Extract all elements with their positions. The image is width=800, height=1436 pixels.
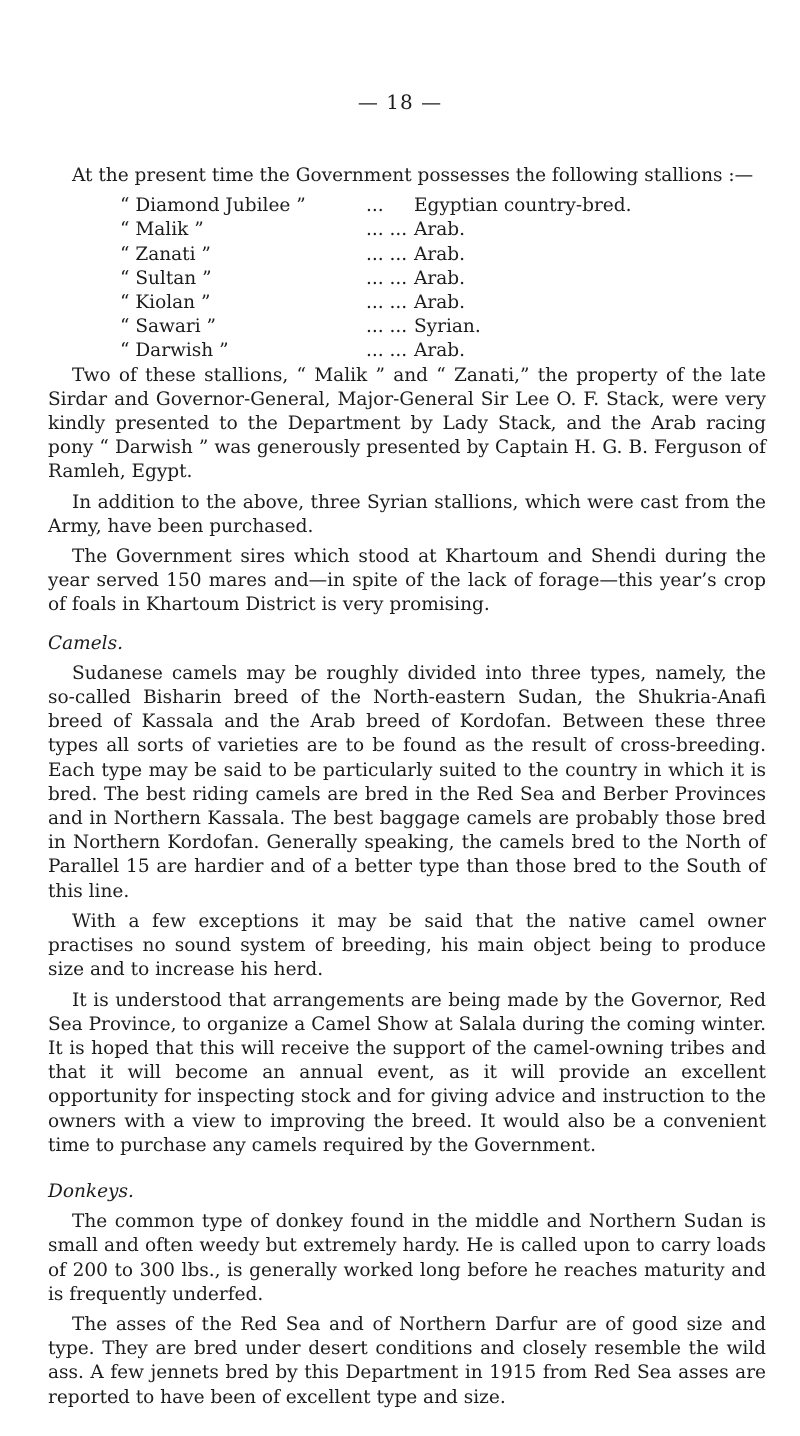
stallion-row: “ Kiolan ” ... ... Arab. [120, 292, 465, 314]
donkey-asses-paragraph: The asses of the Red Sea and of Northern Darfur are of good size and type. They are bred under desert conditions and closely resemble the wild ass. A few jennets bred by this Department in 1915 from Red Sea asses are reported to have been of excellent type and size. [48, 1313, 766, 1408]
stallion-row: “ Sawari ” ... ... Syrian. [120, 316, 481, 338]
stallion-row: “ Darwish ” ... ... Arab. [120, 340, 465, 362]
government-sires-paragraph: The Government sires which stood at Khartoum and Shendi during the year served 150 mares and—in spite of the lack of forage—this year’s crop of foals in Khartoum District is very promising. [48, 546, 766, 616]
stallion-row: “ Malik ” ... ... Arab. [120, 219, 465, 241]
section-heading-donkeys: Donkeys. [48, 1180, 134, 1202]
section-heading-camels: Camels. [48, 632, 123, 654]
intro-paragraph: At the present time the Government possesses the following stallions :— [72, 165, 754, 186]
page-number: — 18 — [357, 90, 443, 114]
stallion-row: “ Zanati ” ... ... Arab. [120, 243, 465, 265]
camel-show-paragraph: It is understood that arrangements are being made by the Governor, Red Sea Province, to organize a Camel Show at Salala during the coming winter. It is hoped that this will receive the support of the camel-owning tribes and that it will become an annual event, as it will provide an excellent opportunity for inspecting stock and for giving advice and instruction to the owners with a view to improving the breed. It would also be a convenient time to purchase any camels required by the Government. [48, 989, 766, 1156]
page-content [48, 164, 766, 1410]
camel-breeding-paragraph: With a few exceptions it may be said that the native camel owner practises no sound system of breeding, his main object being to produce size and to increase his herd. [48, 910, 766, 981]
stallions-gift-paragraph: Two of these stallions, “ Malik ” and “ Zanati,” the property of the late Sirdar and Governor-General, Major-General Sir Lee O. F. Stack, were very kindly presented to the Department by Lady Stack, and the Arab racing pony “ Darwish ” was generously presented by Captain H. G. B. Ferguson of Ramleh, Egypt. [48, 364, 766, 483]
syrian-stallions-paragraph: In addition to the above, three Syrian stallions, which were cast from the Army, have been purchased. [48, 491, 766, 537]
stallion-row: “ Sultan ” ... ... Arab. [120, 267, 465, 289]
camel-types-paragraph: Sudanese camels may be roughly divided into three types, namely, the so-called Bisharin breed of the North-eastern Sudan, the Shukria-Anafi breed of Kassala and the Arab breed of Kordofan. Between these three types all sorts of varieties are to be found as the result of cross-breeding. Each type may be said to be particularly suited to the country in which it is bred. The best riding camels are bred in the Red Sea and Berber Provinces and in Northern Kassala. The best baggage camels are probably those bred in Northern Kordofan. Generally speaking, the camels bred to the North of Parallel 15 are hardier and of a better type than those bred to the South of this line. [48, 662, 766, 902]
stallion-row: “ Diamond Jubilee ” ... Egyptian country-bred. [120, 195, 632, 217]
stallion-list [120, 194, 766, 363]
donkey-common-type-paragraph: The common type of donkey found in the middle and Northern Sudan is small and often weedy but extremely hardy. He is called upon to carry loads of 200 to 300 lbs., is generally worked long before he reaches maturity and is frequently underfed. [48, 1211, 766, 1305]
